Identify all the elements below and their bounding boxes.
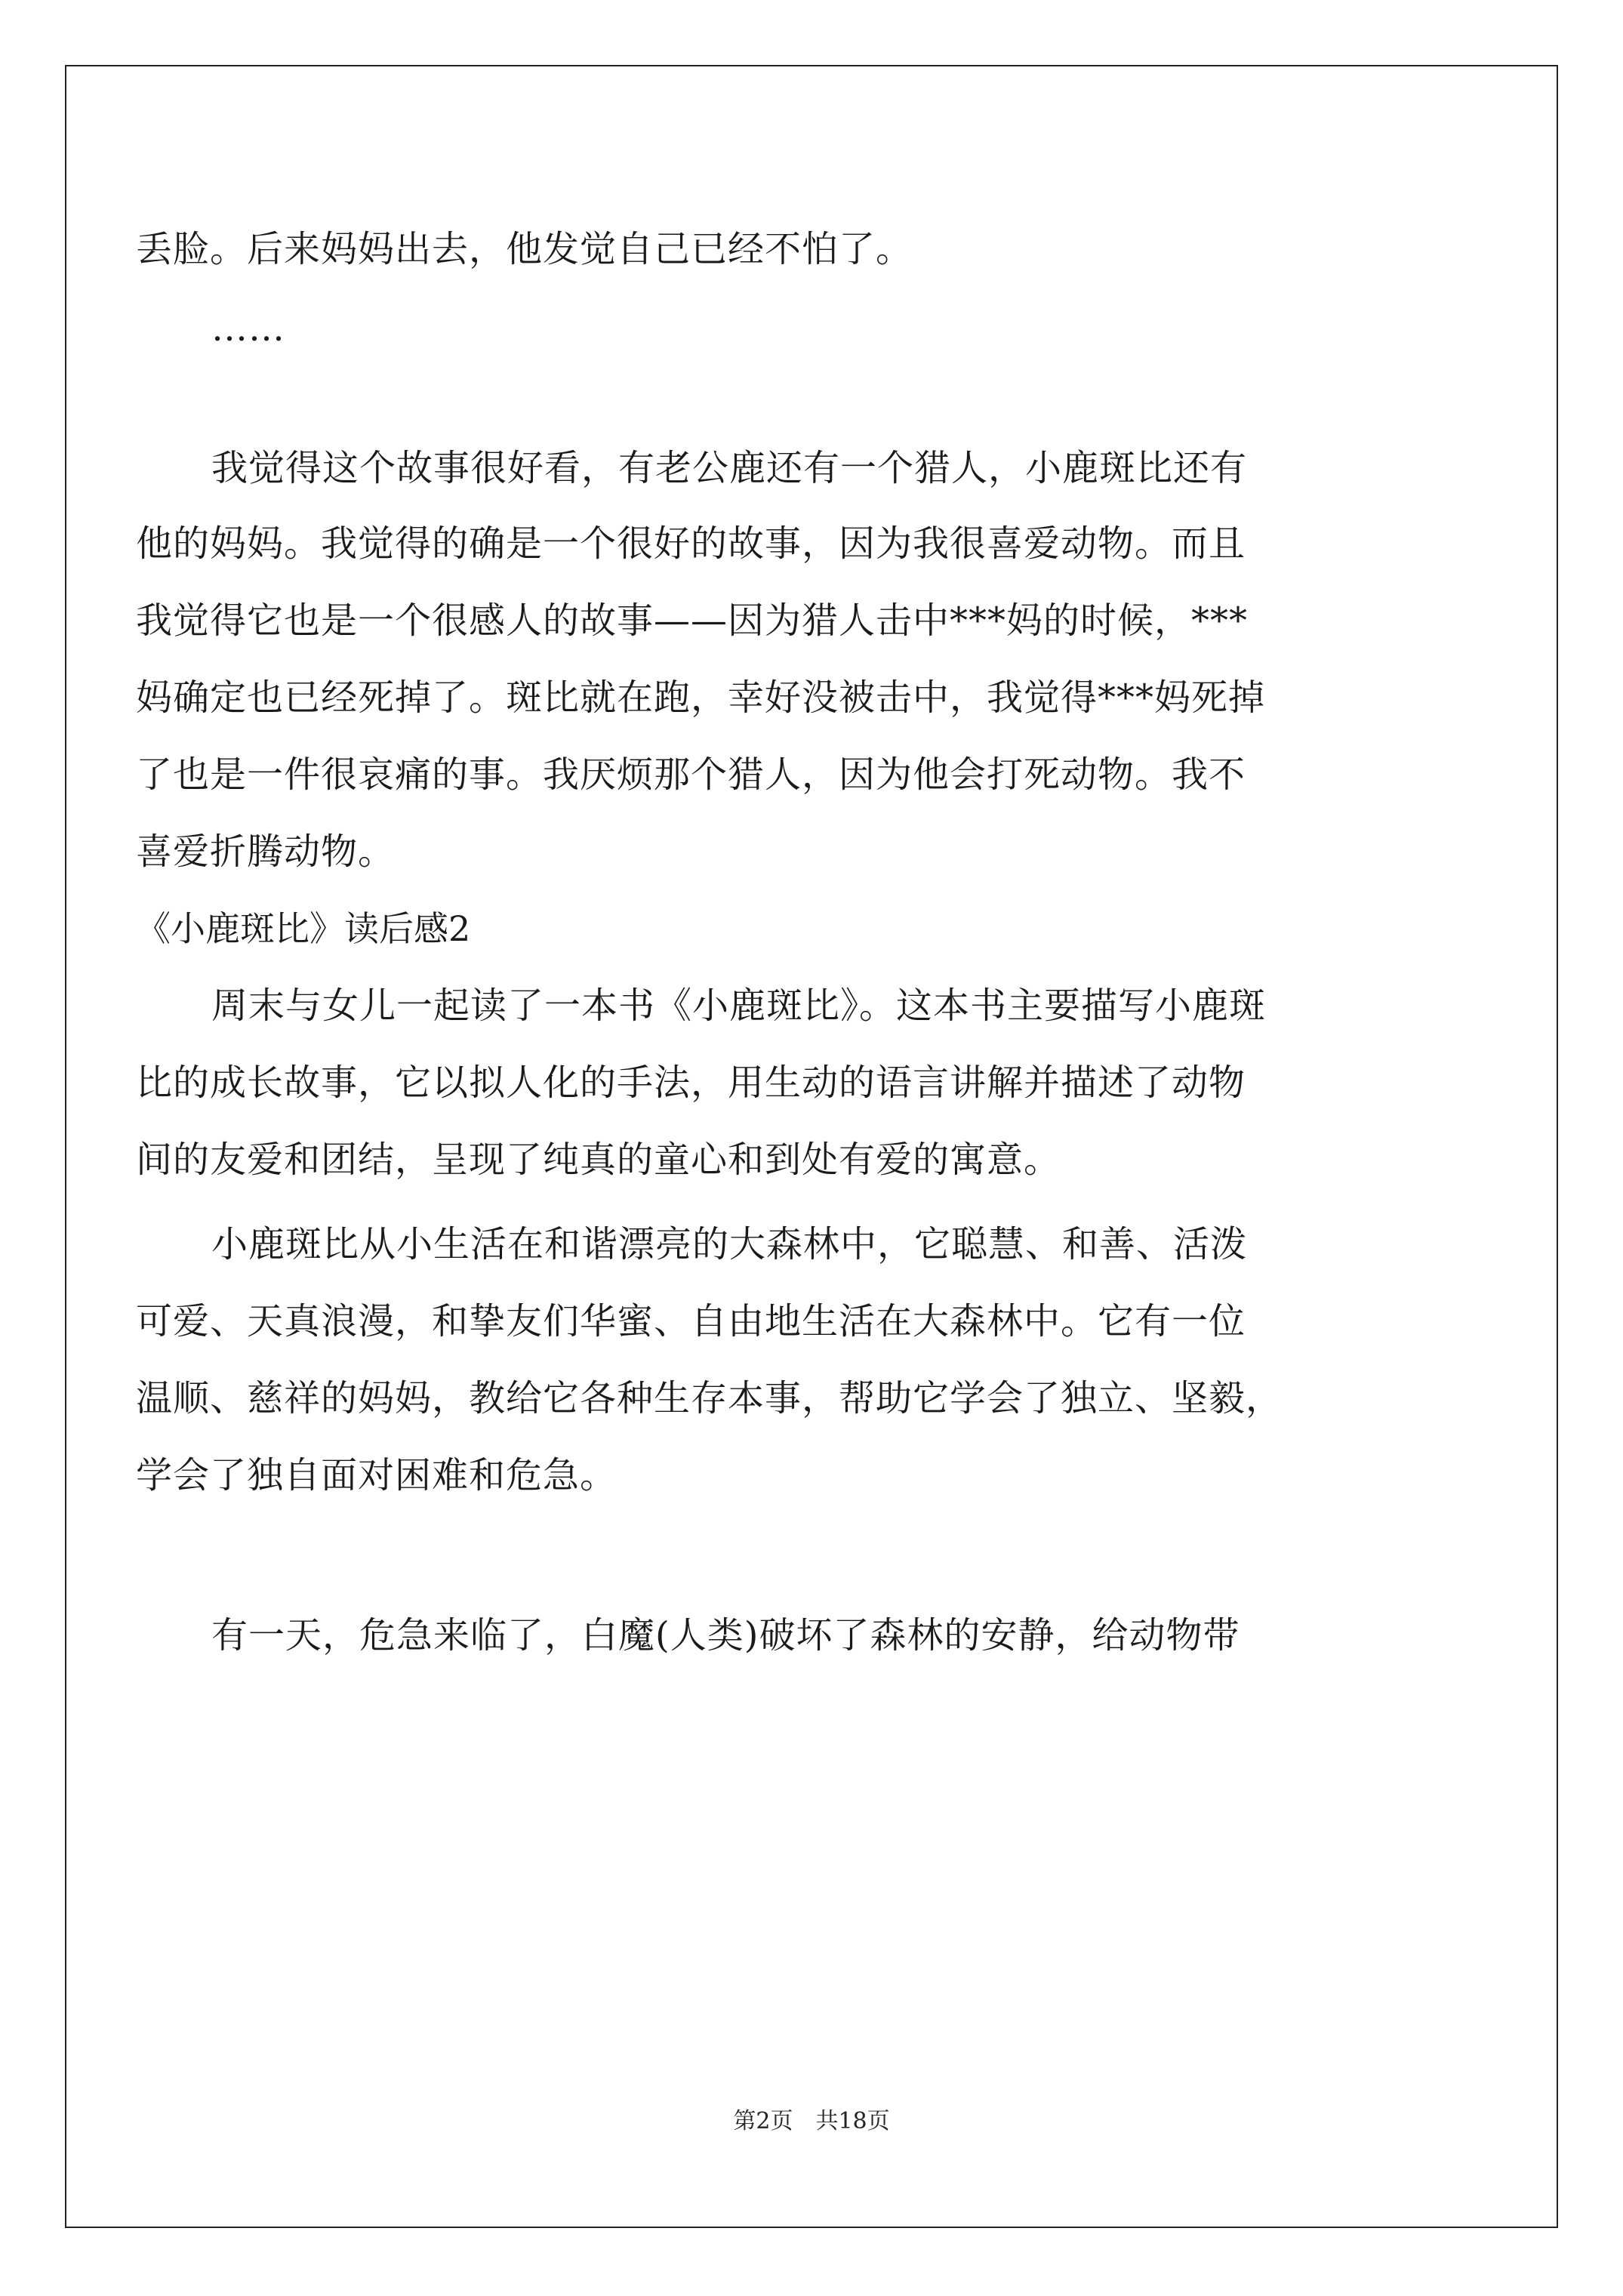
text-line: 丢脸。后来妈妈出去，他发觉自己已经不怕了。 (136, 228, 913, 270)
text-line: 学会了独自面对困难和危急。 (136, 1454, 617, 1496)
text-line: 他的妈妈。我觉得的确是一个很好的故事，因为我很喜爱动物。而且 (136, 522, 1246, 565)
text-line: 周末与女儿一起读了一本书《小鹿斑比》。这本书主要描写小鹿斑 (211, 985, 1267, 1027)
text-line: 小鹿斑比从小生活在和谐漂亮的大森林中，它聪慧、和善、活泼 (211, 1223, 1248, 1265)
text-line: 温顺、慈祥的妈妈，教给它各种生存本事，帮助它学会了独立、坚毅， (136, 1377, 1283, 1419)
text-line: 有一天，危急来临了，白魔(人类)破坏了森林的安静，给动物带 (211, 1614, 1240, 1657)
text-line: 间的友爱和团结，呈现了纯真的童心和到处有爱的寓意。 (136, 1139, 1061, 1181)
text-line: 比的成长故事，它以拟人化的手法，用生动的语言讲解并描述了动物 (136, 1062, 1246, 1104)
text-line: 喜爱折腾动物。 (136, 831, 396, 873)
text-line: 妈确定也已经死掉了。斑比就在跑，幸好没被击中，我觉得***妈死掉 (136, 676, 1266, 719)
text-line: 我觉得这个故事很好看，有老公鹿还有一个猎人，小鹿斑比还有 (211, 447, 1248, 489)
text-line: 了也是一件很哀痛的事。我厌烦那个猎人，因为他会打死动物。我不 (136, 754, 1246, 796)
text-line: 我觉得它也是一个很感人的故事——因为猎人击中***妈的时候，*** (136, 599, 1249, 642)
text-line: …… (211, 307, 285, 350)
text-line: 可爱、天真浪漫，和挚友们华蜜、自由地生活在大森林中。它有一位 (136, 1300, 1246, 1342)
section-heading: 《小鹿斑比》读后感2 (136, 908, 471, 949)
page-footer: 第2页 共18页 (733, 2108, 890, 2134)
